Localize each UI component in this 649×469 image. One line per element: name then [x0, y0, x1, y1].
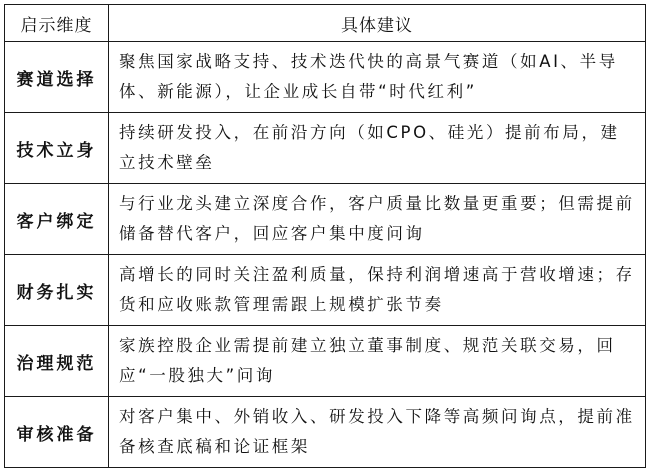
header-dimension: 启示维度 — [5, 5, 109, 42]
dimension-cell: 审核准备 — [5, 397, 109, 468]
dimension-cell: 赛道选择 — [5, 42, 109, 113]
table-row — [5, 42, 646, 113]
table-row — [5, 113, 646, 184]
advice-cell: 与行业龙头建立深度合作，客户质量比数量更重要；但需提前储备替代客户，回应客户集中度问询 — [109, 184, 646, 255]
recommendation-table — [4, 4, 646, 468]
advice-cell: 持续研发投入，在前沿方向（如CPO、硅光）提前布局，建立技术壁垒 — [109, 113, 646, 184]
dimension-cell: 客户绑定 — [5, 184, 109, 255]
dimension-cell: 财务扎实 — [5, 255, 109, 326]
advice-cell: 对客户集中、外销收入、研发投入下降等高频问询点，提前准备核查底稿和论证框架 — [109, 397, 646, 468]
header-advice: 具体建议 — [109, 5, 646, 42]
dimension-cell: 治理规范 — [5, 326, 109, 397]
table-row — [5, 326, 646, 397]
advice-cell: 高增长的同时关注盈利质量，保持利润增速高于营收增速；存货和应收账款管理需跟上规模扩张节奏 — [109, 255, 646, 326]
table-row — [5, 184, 646, 255]
table-row — [5, 397, 646, 468]
advice-cell: 家族控股企业需提前建立独立董事制度、规范关联交易，回应“一股独大”问询 — [109, 326, 646, 397]
dimension-cell: 技术立身 — [5, 113, 109, 184]
header-row — [5, 5, 646, 42]
advice-cell: 聚焦国家战略支持、技术迭代快的高景气赛道（如AI、半导体、新能源），让企业成长自带“时代红利” — [109, 42, 646, 113]
table-row — [5, 255, 646, 326]
